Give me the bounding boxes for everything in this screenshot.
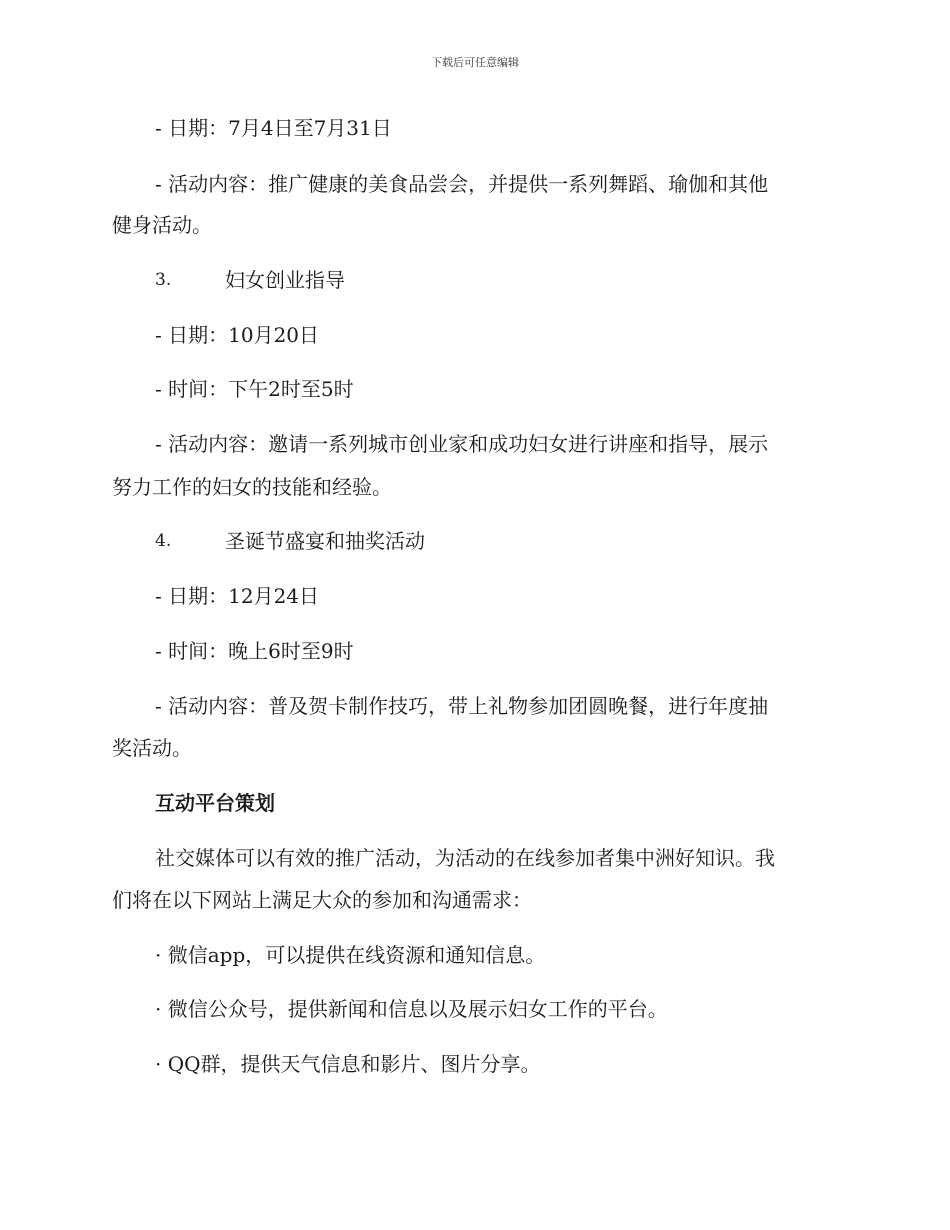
- bullet-item: · QQ群，提供天气信息和影片、图片分享。: [155, 1052, 541, 1076]
- item-title: 妇女创业指导: [225, 268, 345, 292]
- time-line: - 时间：下午2时至5时: [155, 377, 354, 401]
- item-title: 圣诞节盛宴和抽奖活动: [225, 529, 425, 553]
- content-line: - 活动内容：普及贺卡制作技巧，带上礼物参加团圆晚餐，进行年度抽: [155, 694, 769, 718]
- content-line: - 活动内容：邀请一系列城市创业家和成功妇女进行讲座和指导，展示: [155, 432, 769, 456]
- paragraph-line: 社交媒体可以有效的推广活动，为活动的在线参加者集中洲好知识。我: [155, 846, 775, 870]
- content-line-continued: 努力工作的妇女的技能和经验。: [112, 475, 392, 499]
- bullet-item: · 微信app，可以提供在线资源和通知信息。: [155, 943, 546, 967]
- item-number: 3.: [155, 270, 172, 290]
- date-line: - 日期：10月20日: [155, 323, 320, 347]
- section-heading: 互动平台策划: [155, 791, 275, 815]
- paragraph-line-continued: 们将在以下网站上满足大众的参加和沟通需求：: [112, 888, 532, 912]
- date-line: - 日期：12月24日: [155, 584, 320, 608]
- page-header: 下载后可任意编辑: [431, 56, 519, 69]
- date-line: - 日期：7月4日至7月31日: [155, 116, 392, 140]
- content-line-continued: 奖活动。: [112, 736, 192, 760]
- bullet-item: · 微信公众号，提供新闻和信息以及展示妇女工作的平台。: [155, 997, 668, 1021]
- content-line: - 活动内容：推广健康的美食品尝会，并提供一系列舞蹈、瑜伽和其他: [155, 172, 769, 196]
- time-line: - 时间：晚上6时至9时: [155, 639, 354, 663]
- content-line-continued: 健身活动。: [112, 213, 212, 237]
- item-number: 4.: [155, 531, 172, 551]
